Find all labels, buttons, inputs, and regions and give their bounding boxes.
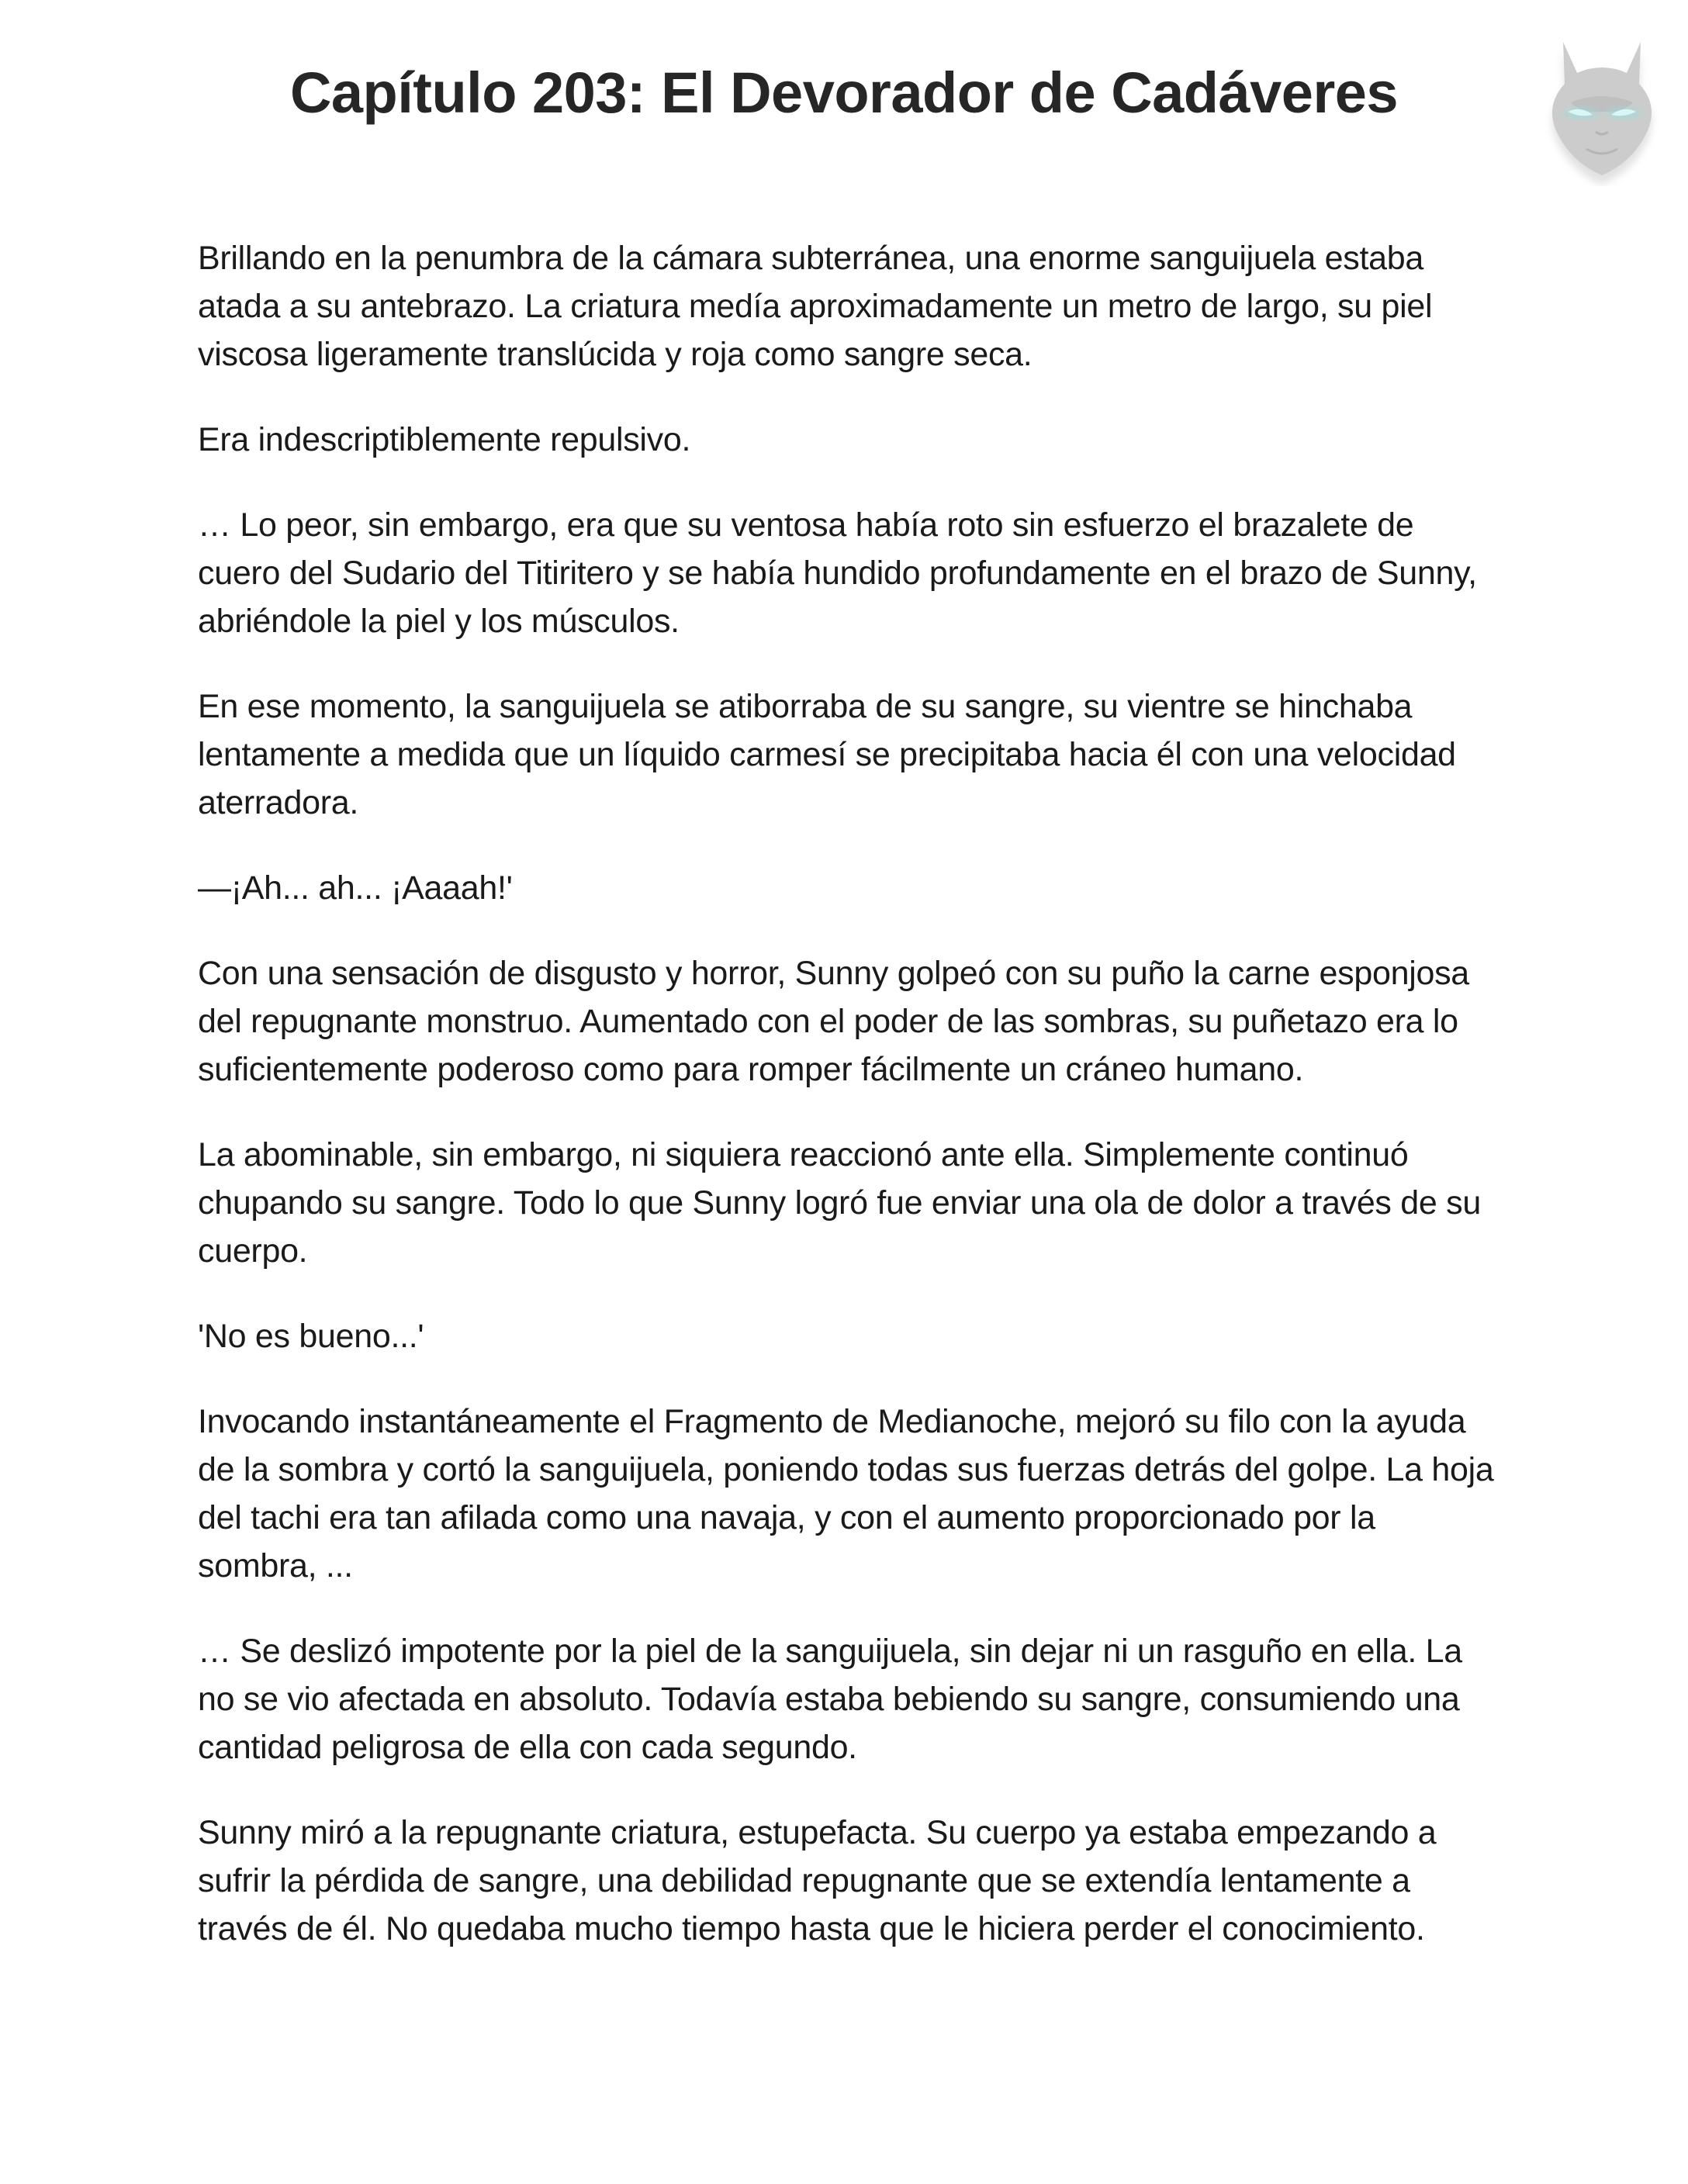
paragraph: La abominable, sin embargo, ni siquiera reaccionó ante ella. Simplemente continuó chupando su sangre. Todo lo que Sunny logró fue enviar una ola de dolor a través de su cuerpo. [198,1136,1481,1270]
paragraph: Brillando en la penumbra de la cámara subterránea, una enorme sanguijuela estaba atada a su antebrazo. La criatura medía aproximadamente un metro de largo, su piel viscosa ligeramente translúcida y roja como sangre seca. [198,240,1433,373]
paragraph: —¡Ah... ah... ¡Aaaah!' [198,869,513,907]
demon-head-icon [1532,16,1672,186]
chapter-body [198,234,1501,1990]
paragraph: En ese momento, la sanguijuela se atiborraba de su sangre, su vientre se hinchaba lentamente a medida que un líquido carmesí se precipitaba hacia él con una velocidad aterradora. [198,688,1456,821]
paragraph: … Lo peor, sin embargo, era que su ventosa había roto sin esfuerzo el brazalete de cuero del Sudario del Titiritero y se había hundido profundamente en el brazo de Sunny, abriéndole la piel y los músculos. [198,506,1477,640]
chapter-title: Capítulo 203: El Devorador de Cadáveres [289,60,1399,125]
paragraph: Con una sensación de disgusto y horror, Sunny golpeó con su puño la carne esponjosa del repugnante monstruo. Aumentado con el poder de las sombras, su puñetazo era lo suficientemente poderoso como para romper fácilmente un cráneo humano. [198,955,1469,1088]
paragraph: Sunny miró a la repugnante criatura, estupefacta. Su cuerpo ya estaba empezando a sufrir la pérdida de sangre, una debilidad repugnante que se extendía lentamente a través de él. No quedaba mucho tiempo hasta que le hiciera perder el conocimiento. [198,1814,1437,1947]
paragraph: … Se deslizó impotente por la piel de la sanguijuela, sin dejar ni un rasguño en ella. La no se vio afectada en absoluto. Todavía estaba bebiendo su sangre, consumiendo una cantidad peligrosa de ella con cada segundo. [198,1633,1462,1766]
paragraph: Era indescriptiblemente repulsivo. [198,421,691,458]
paragraph: Invocando instantáneamente el Fragmento de Medianoche, mejoró su filo con la ayuda de la sombra y cortó la sanguijuela, poniendo todas sus fuerzas detrás del golpe. La hoja del tachi era tan afilada como una navaja, y con el aumento proporcionado por la sombra, ... [198,1403,1494,1584]
paragraph: 'No es bueno...' [198,1318,424,1355]
